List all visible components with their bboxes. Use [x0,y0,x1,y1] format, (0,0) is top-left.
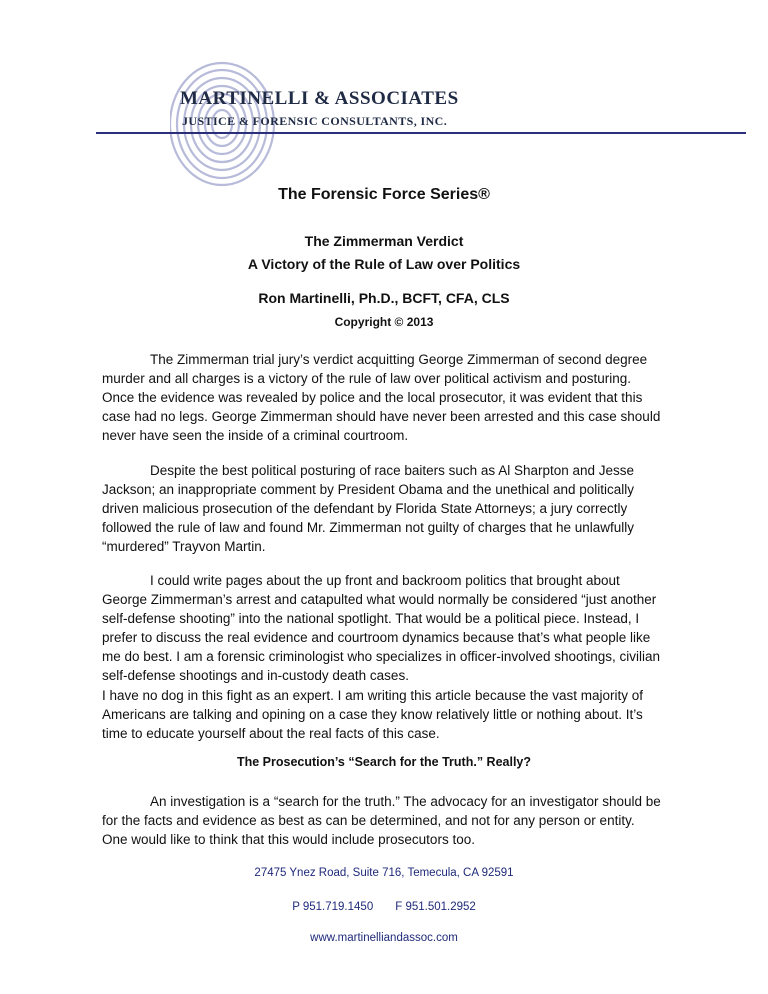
paragraph-1 [102,350,662,445]
article-subtitle: A Victory of the Rule of Law over Politics [247,256,521,272]
section-heading: The Prosecution’s “Search for the Truth.” Really? [236,755,532,769]
copyright-line: Copyright © 2013 [334,315,434,329]
paragraph-text: I could write pages about the up front and backroom politics that brought about George Zimmerman’s arrest and catapulted what would normally be considered “just another self-defense shooting” into the national spotlight. That would be a political piece. Instead, I prefer to discuss the real evidence and courtroom dynamics because that’s what people like me do best. I am a forensic criminologist who specializes in officer-involved shootings, civilian self-defense shootings and in-custody death cases. [102,573,661,683]
footer-fax: F 951.501.2952 [395,901,476,913]
paragraph-4 [102,792,662,849]
paragraph-3 [102,571,662,685]
paragraph-2 [102,461,662,556]
footer-phone: P 951.719.1450 [292,901,374,913]
header-rule [96,132,746,134]
logo-company-subtitle: JUSTICE & FORENSIC CONSULTANTS, INC. [182,114,448,128]
company-logo [170,58,459,188]
paragraph-3-continued [102,686,662,743]
paragraph-text: The Zimmerman trial jury’s verdict acquitting George Zimmerman of second degree murder and all charges is a victory of the rule of law over political activism and posturing. Once the evidence was revealed by police and the local prosecutor, it was evident that this case had no legs. George Zimmerman should have never been arrested and this case should never have seen the inside of a criminal courtroom. [102,352,661,443]
footer-website-link[interactable]: www.martinelliandassoc.com [310,932,458,944]
series-title: The Forensic Force Series® [278,186,490,203]
paragraph-text: Despite the best political posturing of race baiters such as Al Sharpton and Jesse Jackson; an inappropriate comment by President Obama and the unethical and politically driven malicious prosecution of the defendant by Florida State Attorneys; a jury correctly followed the rule of law and found Mr. Zimmerman not guilty of charges that he unlawfully “murdered” Trayvon Martin. [102,463,635,554]
paragraph-text: An investigation is a “search for the truth.” The advocacy for an investigator should be for the facts and evidence as best as can be determined, and not for any person or entity. One would like to think that this would include prosecutors too. [102,794,661,847]
paragraph-text: I have no dog in this fight as an expert. I am writing this article because the vast majority of Americans are talking and opining on a case they know relatively little or nothing about. It’s time to educate yourself about the real facts of this case. [102,688,644,741]
logo-company-name: MARTINELLI & ASSOCIATES [180,88,459,109]
footer-contact [0,901,768,913]
author-line: Ron Martinelli, Ph.D., BCFT, CFA, CLS [258,290,510,306]
footer-address: 27475 Ynez Road, Suite 716, Temecula, CA 92591 [254,867,514,879]
article-title: The Zimmerman Verdict [304,233,464,249]
